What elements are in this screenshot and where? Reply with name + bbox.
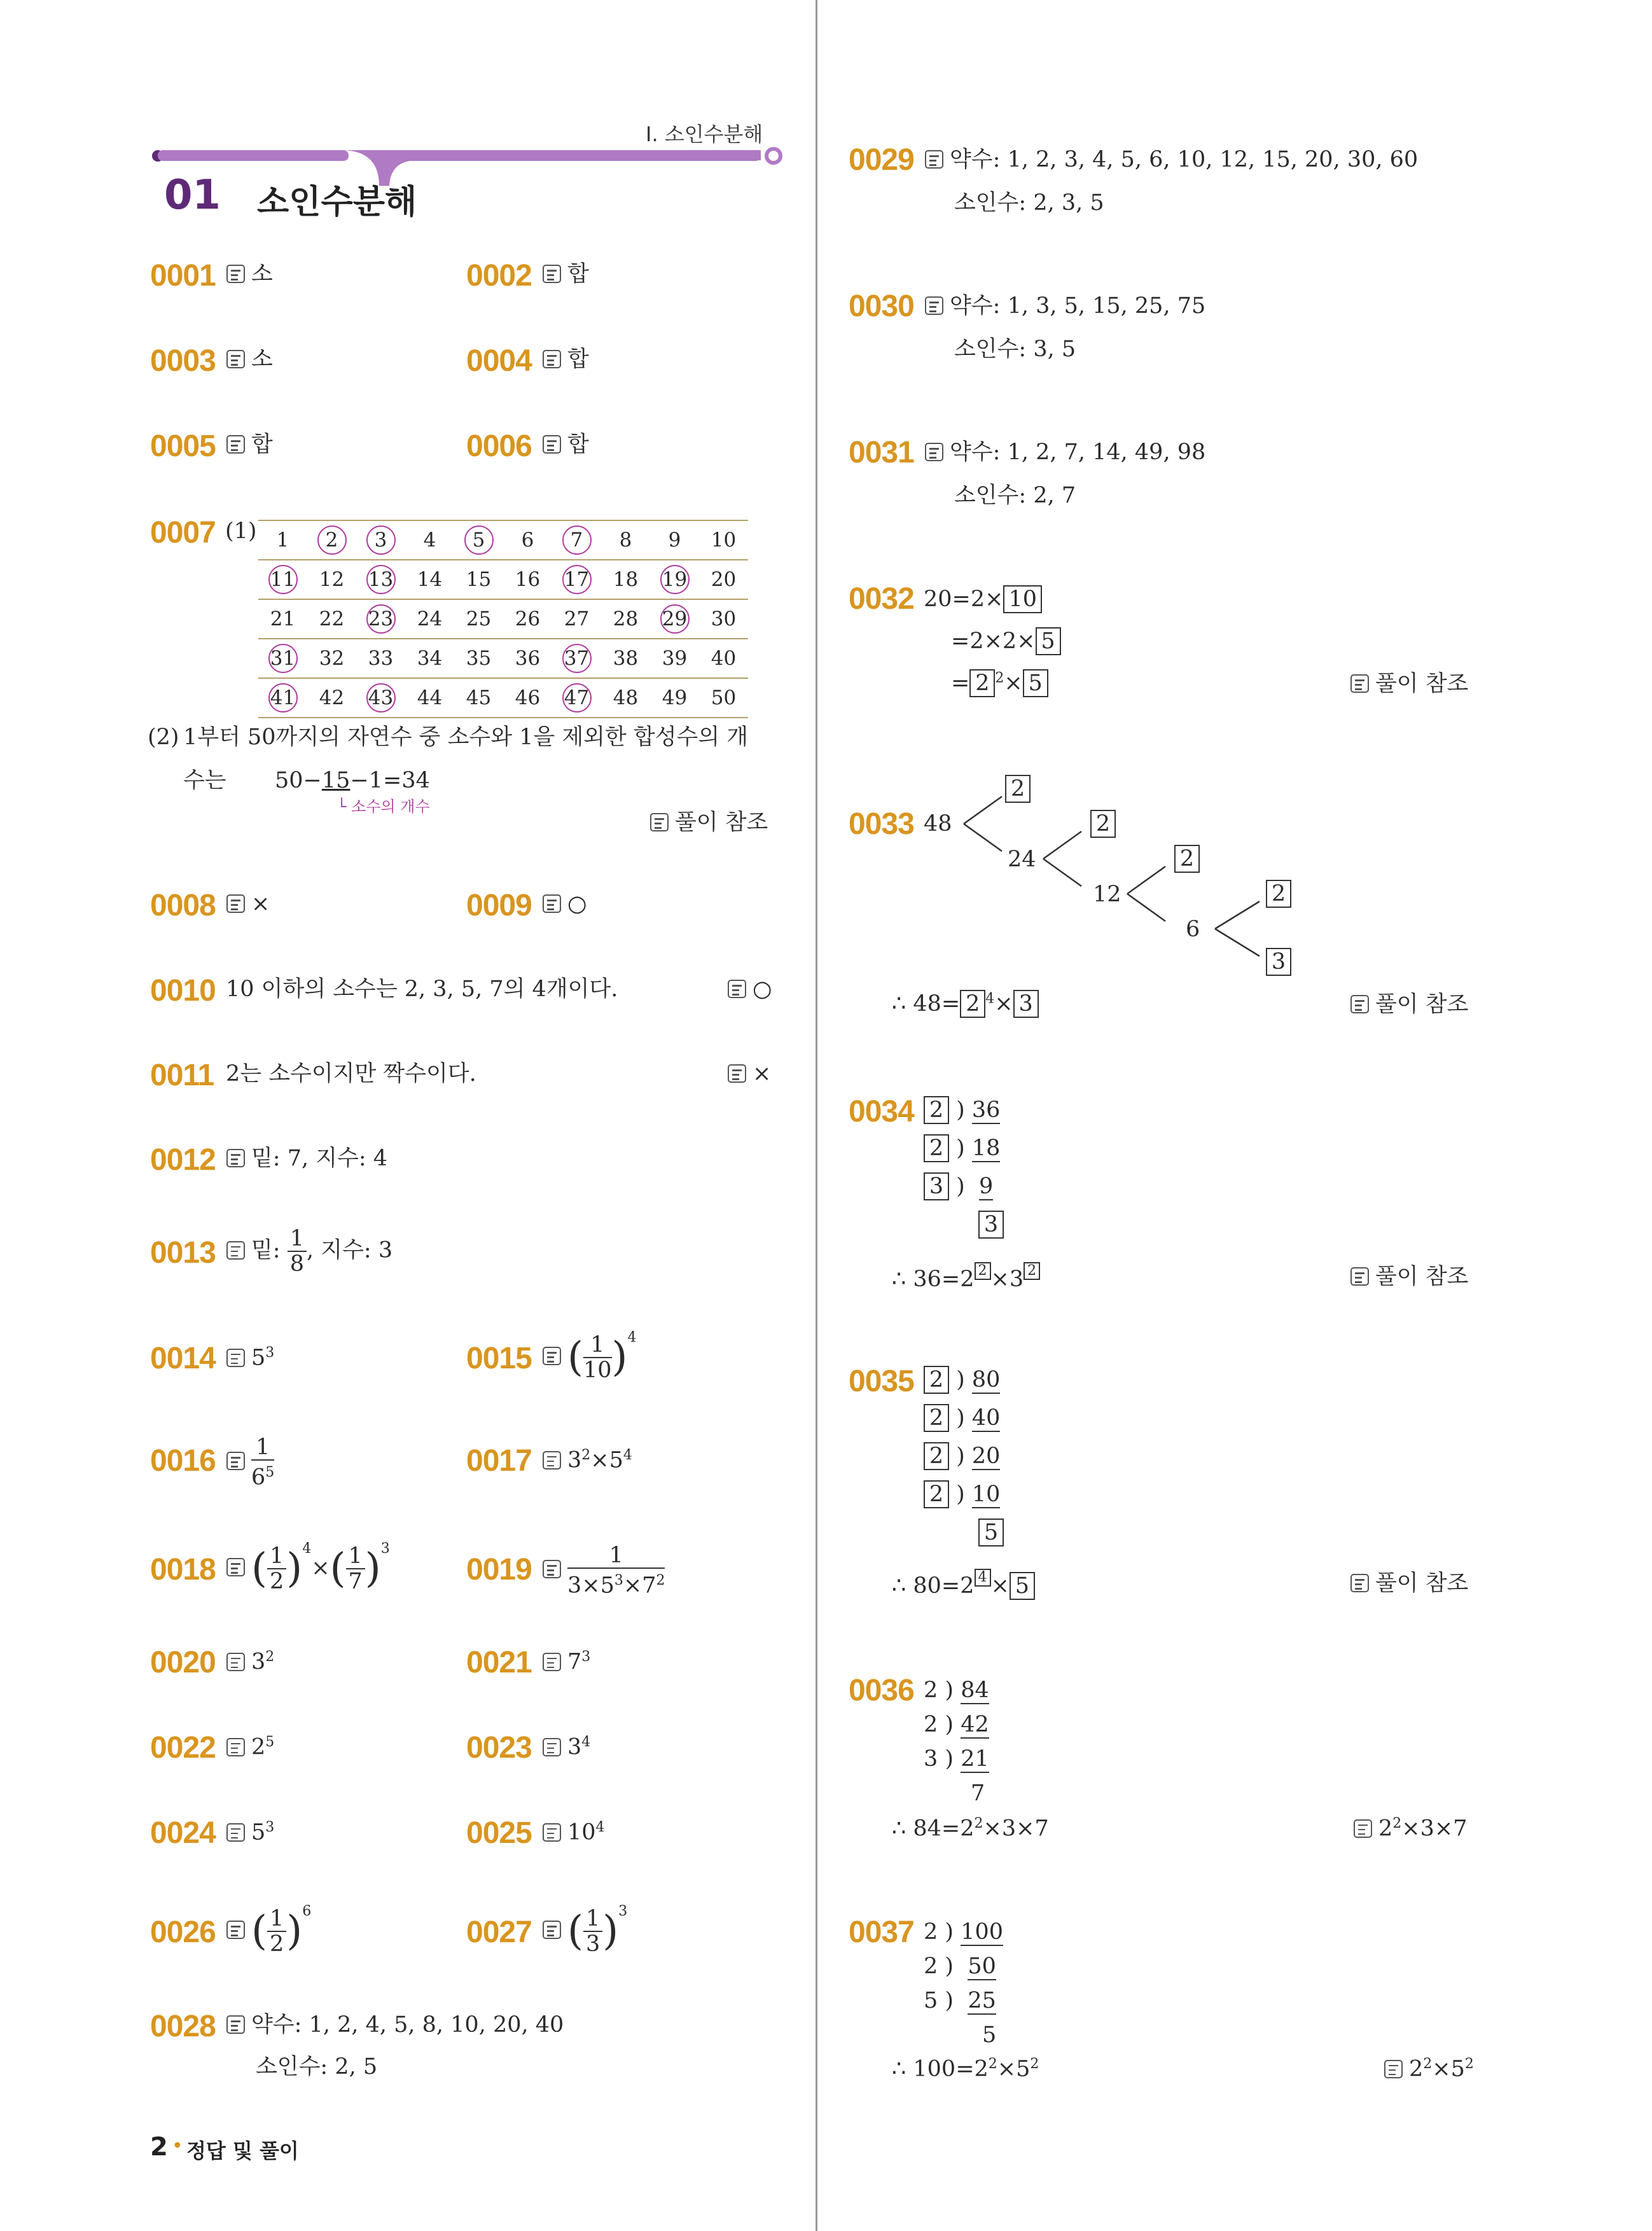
answer-icon bbox=[226, 894, 245, 913]
equation-line: = 2 $^2$× 5 bbox=[951, 669, 1048, 697]
question-number: 0004 bbox=[466, 344, 532, 378]
prime-circle: 11 bbox=[268, 565, 298, 594]
answer-icon bbox=[543, 1653, 561, 1671]
prime-circle: 19 bbox=[660, 565, 690, 594]
page-number: 2 bbox=[150, 2132, 168, 2162]
answer-icon bbox=[543, 350, 561, 368]
equation: 50−15−1=34 bbox=[275, 768, 430, 793]
answer-icon bbox=[543, 1738, 561, 1756]
grid-row bbox=[258, 520, 748, 560]
question-number: 0037 bbox=[849, 1915, 914, 1949]
grid-cell-prime bbox=[552, 639, 601, 678]
division-row: 2 ) 50 bbox=[924, 1954, 996, 1979]
grid-cell-prime bbox=[258, 678, 307, 718]
answer-icon bbox=[543, 435, 561, 454]
answer-box: 3 bbox=[1013, 990, 1039, 1018]
answer-icon bbox=[543, 1347, 561, 1365]
grid-cell-prime bbox=[356, 678, 405, 718]
grid-cell: 4 bbox=[405, 520, 454, 560]
answer bbox=[543, 1543, 665, 1598]
question-number: 0009 bbox=[466, 889, 532, 922]
question-number: 0035 bbox=[849, 1365, 914, 1398]
division-row: 2 ) 100 bbox=[924, 1919, 1003, 1945]
answer-box: 5 bbox=[1010, 1572, 1035, 1600]
grid-cell: 16 bbox=[503, 560, 552, 599]
answer-line: 소인수: 2, 5 bbox=[256, 2054, 378, 2080]
grid-cell: 34 bbox=[405, 639, 454, 678]
answer-icon bbox=[1350, 995, 1369, 1013]
tree-leaf-box: 2 bbox=[1266, 880, 1291, 908]
tree-node: 24 bbox=[1008, 847, 1036, 872]
question-number: 0011 bbox=[150, 1059, 214, 1092]
grid-cell-prime bbox=[552, 560, 601, 599]
answer: $5^3$ bbox=[226, 1346, 274, 1370]
division-row: 2 ) 42 bbox=[924, 1712, 989, 1737]
question-number: 0033 bbox=[849, 807, 914, 841]
answer: 합 bbox=[226, 434, 273, 456]
grid-cell: 20 bbox=[699, 560, 748, 599]
grid-cell: 21 bbox=[258, 599, 307, 639]
answer-icon bbox=[226, 1349, 245, 1367]
answer: 약수: 1, 3, 5, 15, 25, 75 bbox=[925, 295, 1205, 317]
grid-cell-prime bbox=[650, 599, 699, 639]
answer: ( $\frac{1}{2}$ )$^6$ bbox=[226, 1905, 311, 1956]
result-equation: ∴ $84=2^2\times 3\times 7$ bbox=[892, 1816, 1049, 1842]
grid-cell-prime bbox=[552, 678, 601, 718]
question-number: 0007 bbox=[150, 516, 216, 550]
explanation-text: 2는 소수이지만 짝수이다. bbox=[226, 1061, 476, 1087]
prime-circle: 7 bbox=[562, 525, 592, 555]
division-remainder: 3 bbox=[978, 1211, 1004, 1239]
answer-box: 2 bbox=[969, 669, 995, 697]
answer-icon bbox=[226, 1241, 245, 1260]
prime-circle: 2 bbox=[317, 525, 347, 555]
explanation-text: 10 이하의 소수는 2, 3, 5, 7의 4개이다. bbox=[226, 976, 618, 1002]
division-row: 2 ) 10 bbox=[924, 1480, 1000, 1508]
question-number: 0030 bbox=[849, 289, 914, 323]
part-label: (2) bbox=[148, 725, 179, 750]
grid-cell: 35 bbox=[454, 639, 503, 678]
grid-cell: 24 bbox=[405, 599, 454, 639]
prime-circle: 23 bbox=[366, 604, 396, 634]
grid-cell: 36 bbox=[503, 639, 552, 678]
prime-circle: 31 bbox=[268, 644, 298, 673]
answer: 약수: 1, 2, 3, 4, 5, 6, 10, 12, 15, 20, 30, 60 bbox=[925, 149, 1418, 171]
grid-cell: 38 bbox=[601, 639, 650, 678]
tree-node: 12 bbox=[1093, 882, 1121, 907]
grid-cell: 50 bbox=[699, 678, 748, 718]
see-solution: 풀이 참조 bbox=[1350, 994, 1468, 1016]
question-number: 0025 bbox=[466, 1816, 532, 1850]
answer-icon bbox=[226, 350, 245, 368]
answer-icon bbox=[543, 1451, 561, 1470]
chapter-bar bbox=[150, 141, 784, 192]
grid-cell-prime bbox=[650, 560, 699, 599]
answer-icon bbox=[226, 1558, 245, 1576]
question-number: 0001 bbox=[150, 259, 216, 293]
tree-leaf-box: 2 bbox=[1005, 775, 1031, 803]
answer: $2^2\times 3\times 7$ bbox=[1354, 1817, 1467, 1840]
grid-cell: 27 bbox=[552, 599, 601, 639]
prime-circle: 29 bbox=[660, 604, 690, 634]
explanation-text: 1부터 50까지의 자연수 중 소수와 1을 제외한 합성수의 개 bbox=[183, 725, 749, 750]
result-equation: ∴ 80=2 4 × 5 bbox=[892, 1569, 1035, 1600]
grid-cell-prime bbox=[356, 599, 405, 639]
explanation-text: 수는 bbox=[183, 768, 226, 793]
answer-icon bbox=[226, 2015, 245, 2034]
question-number: 0031 bbox=[849, 436, 914, 469]
fraction: $\frac{1}{6^5}$ bbox=[251, 1435, 275, 1491]
grid-cell: 1 bbox=[258, 520, 307, 560]
question-number: 0019 bbox=[466, 1553, 532, 1587]
grid-cell-prime bbox=[454, 520, 503, 560]
question-number: 0036 bbox=[849, 1674, 914, 1707]
grid-cell: 44 bbox=[405, 678, 454, 718]
grid-cell: 22 bbox=[307, 599, 356, 639]
see-solution: 풀이 참조 bbox=[1350, 673, 1468, 695]
question-number: 0013 bbox=[150, 1236, 216, 1270]
grid-cell-prime bbox=[356, 520, 405, 560]
question-number: 0027 bbox=[466, 1915, 532, 1949]
answer: ( $\frac{1}{10}$ )$^4$ bbox=[543, 1331, 636, 1382]
question-number: 0003 bbox=[150, 344, 216, 378]
grid-cell: 40 bbox=[699, 639, 748, 678]
tree-leaf-box: 3 bbox=[1266, 948, 1291, 976]
division-remainder: 5 bbox=[978, 1519, 1004, 1546]
grid-cell: 49 bbox=[650, 678, 699, 718]
question-number: 0010 bbox=[150, 974, 216, 1008]
number-grid bbox=[258, 520, 748, 718]
tree-node: 6 bbox=[1186, 917, 1200, 942]
answer: $5^3$ bbox=[226, 1821, 274, 1844]
answer-icon bbox=[543, 894, 561, 913]
grid-cell: 46 bbox=[503, 678, 552, 718]
equation-line: =2×2× 5 bbox=[951, 627, 1061, 655]
answer: $10^4$ bbox=[543, 1821, 605, 1844]
prime-circle: 47 bbox=[562, 683, 592, 712]
see-solution: 풀이 참조 bbox=[650, 812, 768, 834]
question-number: 0020 bbox=[150, 1646, 216, 1679]
division-row: 2 ) 36 bbox=[924, 1096, 1000, 1124]
question-number: 0023 bbox=[466, 1731, 532, 1765]
section-label: I. 소인수분해 bbox=[646, 122, 763, 146]
question-number: 0021 bbox=[466, 1646, 532, 1679]
answer-box: 5 bbox=[1023, 669, 1048, 697]
prime-circle: 17 bbox=[562, 565, 592, 594]
fraction: $\frac{1}{3\times 5^3\times 7^2}$ bbox=[567, 1543, 665, 1599]
question-number: 0026 bbox=[150, 1915, 216, 1949]
answer-icon bbox=[1350, 674, 1369, 693]
answer-icon bbox=[925, 443, 943, 461]
equation-line: 20=2× 10 bbox=[924, 585, 1042, 613]
answer: 합 bbox=[543, 434, 589, 456]
answer: $3^2$ bbox=[226, 1650, 274, 1674]
see-solution: 풀이 참조 bbox=[1350, 1573, 1468, 1595]
answer: 소 bbox=[226, 263, 273, 286]
answer: 합 bbox=[543, 263, 589, 286]
footer-label: 정답 및 풀이 bbox=[186, 2139, 299, 2163]
question-number: 0024 bbox=[150, 1816, 216, 1850]
question-number: 0015 bbox=[466, 1342, 532, 1375]
footer-dot: • bbox=[172, 2135, 183, 2157]
answer: × bbox=[226, 893, 270, 915]
answer: × bbox=[728, 1063, 771, 1085]
answer: $3^2\times 5^4$ bbox=[543, 1449, 632, 1472]
answer-box: 10 bbox=[1003, 585, 1042, 613]
prime-circle: 37 bbox=[562, 644, 592, 673]
answer-icon bbox=[1350, 1574, 1369, 1592]
answer bbox=[226, 1435, 274, 1490]
grid-cell: 8 bbox=[601, 520, 650, 560]
fraction: $\frac{1}{7}$ bbox=[346, 1544, 365, 1594]
answer-box: 2 bbox=[960, 990, 985, 1018]
see-solution: 풀이 참조 bbox=[1350, 1266, 1468, 1288]
answer-icon bbox=[1384, 2060, 1403, 2078]
tree-node: 48 bbox=[924, 811, 952, 837]
annotation-note: └ 소수의 개수 bbox=[337, 798, 430, 816]
question-number: 0002 bbox=[466, 259, 532, 293]
tree-leaf-box: 2 bbox=[1174, 845, 1200, 873]
grid-cell-prime bbox=[552, 520, 601, 560]
result-equation: ∴ 36=2 2 ×3 2 bbox=[892, 1262, 1040, 1291]
result-equation: ∴ $100=2^2\times 5^2$ bbox=[892, 2056, 1039, 2082]
division-row: 2 ) 20 bbox=[924, 1442, 1000, 1470]
answer-icon bbox=[226, 1149, 245, 1167]
grid-cell: 18 bbox=[601, 560, 650, 599]
prime-circle: 3 bbox=[366, 525, 396, 555]
answer: 밑: 7, 지수: 4 bbox=[226, 1148, 387, 1170]
answer-icon bbox=[543, 265, 561, 283]
answer-icon bbox=[925, 296, 943, 315]
grid-cell: 45 bbox=[454, 678, 503, 718]
question-number: 0028 bbox=[150, 2010, 216, 2043]
question-number: 0006 bbox=[466, 429, 532, 463]
question-number: 0022 bbox=[150, 1731, 216, 1765]
grid-cell: 9 bbox=[650, 520, 699, 560]
answer: $3^4$ bbox=[543, 1735, 590, 1759]
division-row: 3 ) 9 bbox=[924, 1172, 993, 1200]
answer-icon bbox=[226, 1738, 245, 1756]
answer-icon bbox=[650, 813, 669, 831]
grid-cell: 42 bbox=[307, 678, 356, 718]
division-row: 2 ) 80 bbox=[924, 1366, 1000, 1394]
grid-cell-prime bbox=[258, 560, 307, 599]
chapter-title: 소인수분해 bbox=[257, 183, 417, 221]
fraction: $\frac{1}{10}$ bbox=[583, 1331, 612, 1383]
question-number: 0032 bbox=[849, 582, 914, 616]
answer-icon bbox=[226, 1823, 245, 1842]
grid-row bbox=[258, 560, 748, 599]
answer-icon bbox=[543, 1823, 561, 1842]
division-row: 2 ) 84 bbox=[924, 1678, 989, 1703]
division-remainder: 7 bbox=[971, 1781, 985, 1806]
grid-row bbox=[258, 678, 748, 718]
answer: 합 bbox=[543, 349, 589, 371]
grid-row bbox=[258, 599, 748, 639]
division-remainder: 5 bbox=[982, 2022, 997, 2048]
answer: ○ bbox=[728, 978, 772, 1001]
answer-icon bbox=[925, 150, 943, 169]
question-number: 0016 bbox=[150, 1444, 216, 1478]
answer-icon bbox=[1354, 1819, 1372, 1838]
column-divider bbox=[816, 0, 817, 2231]
answer-icon bbox=[543, 1921, 561, 1939]
answer-icon bbox=[226, 435, 245, 454]
answer-icon bbox=[728, 980, 746, 998]
answer: ( $\frac{1}{3}$ )$^3$ bbox=[543, 1905, 627, 1956]
fraction: $\frac{1}{2}$ bbox=[267, 1907, 286, 1956]
answer-icon bbox=[728, 1064, 746, 1083]
answer-line: 소인수: 2, 7 bbox=[954, 483, 1076, 508]
fraction: $\frac{1}{3}$ bbox=[583, 1907, 602, 1956]
answer: $2^2\times 5^2$ bbox=[1384, 2057, 1474, 2081]
answer-icon bbox=[1350, 1267, 1369, 1286]
part-label: (1) bbox=[225, 518, 257, 544]
grid-cell: 32 bbox=[307, 639, 356, 678]
chapter-number: 01 bbox=[164, 172, 221, 219]
grid-cell: 33 bbox=[356, 639, 405, 678]
division-row: 3 ) 21 bbox=[924, 1746, 989, 1772]
division-row: 2 ) 18 bbox=[924, 1134, 1000, 1162]
fraction: $\frac{1}{8}$ bbox=[288, 1227, 307, 1276]
division-row: 5 ) 25 bbox=[924, 1988, 996, 2013]
answer-icon bbox=[226, 1921, 245, 1939]
answer-line: 소인수: 2, 3, 5 bbox=[954, 190, 1104, 216]
answer-line: 소인수: 3, 5 bbox=[954, 337, 1076, 362]
answer: ( $\frac{1}{2}$ )$^4$×( $\frac{1}{7}$ )$^3$ bbox=[226, 1542, 390, 1594]
grid-cell: 48 bbox=[601, 678, 650, 718]
question-number: 0014 bbox=[150, 1342, 216, 1375]
result-equation: ∴ 48= 2 $^4$× 3 bbox=[892, 990, 1039, 1018]
grid-cell: 25 bbox=[454, 599, 503, 639]
answer: 약수: 1, 2, 7, 14, 49, 98 bbox=[925, 441, 1205, 464]
question-number: 0017 bbox=[466, 1444, 532, 1478]
question-number: 0018 bbox=[150, 1553, 216, 1587]
answer-box: 5 bbox=[1036, 627, 1061, 655]
grid-cell: 30 bbox=[699, 599, 748, 639]
grid-cell: 39 bbox=[650, 639, 699, 678]
question-number: 0008 bbox=[150, 889, 216, 922]
prime-circle: 43 bbox=[366, 683, 396, 712]
answer: 밑: $\frac{1}{8}$ , 지수: 3 bbox=[226, 1227, 392, 1276]
answer: 약수: 1, 2, 4, 5, 8, 10, 20, 40 bbox=[226, 2014, 564, 2036]
answer-icon bbox=[226, 1452, 245, 1470]
grid-cell-prime bbox=[307, 520, 356, 560]
answer: ○ bbox=[543, 893, 587, 915]
answer: $2^5$ bbox=[226, 1735, 274, 1759]
grid-cell: 14 bbox=[405, 560, 454, 599]
grid-cell-prime bbox=[356, 560, 405, 599]
answer-icon bbox=[226, 265, 245, 283]
grid-cell-prime bbox=[258, 639, 307, 678]
grid-row bbox=[258, 639, 748, 678]
question-number: 0034 bbox=[849, 1095, 914, 1129]
answer: 소 bbox=[226, 349, 273, 371]
question-number: 0012 bbox=[150, 1143, 216, 1177]
prime-circle: 5 bbox=[464, 525, 494, 555]
grid-cell: 15 bbox=[454, 560, 503, 599]
question-number: 0005 bbox=[150, 429, 216, 463]
grid-cell: 10 bbox=[699, 520, 748, 560]
tree-leaf-box: 2 bbox=[1090, 810, 1116, 838]
answer-icon bbox=[543, 1560, 561, 1578]
fraction: $\frac{1}{2}$ bbox=[267, 1544, 286, 1594]
division-row: 2 ) 40 bbox=[924, 1404, 1000, 1432]
grid-cell: 28 bbox=[601, 599, 650, 639]
answer: $7^3$ bbox=[543, 1650, 590, 1674]
answer-icon bbox=[226, 1653, 245, 1671]
prime-circle: 13 bbox=[366, 565, 396, 594]
grid-cell: 26 bbox=[503, 599, 552, 639]
grid-cell: 6 bbox=[503, 520, 552, 560]
grid-cell: 12 bbox=[307, 560, 356, 599]
question-number: 0029 bbox=[849, 143, 914, 177]
prime-circle: 41 bbox=[268, 683, 298, 712]
